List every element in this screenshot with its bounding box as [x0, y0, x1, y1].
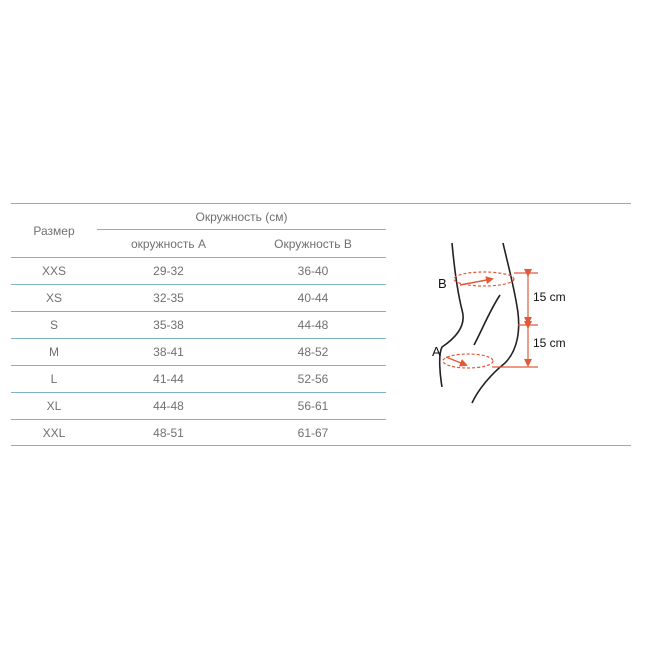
size-table: [11, 204, 386, 446]
size-cell: S: [11, 312, 97, 339]
circumference-group-header: Окружность (см): [97, 204, 386, 230]
table-row: [11, 366, 386, 393]
leg-outline: [440, 243, 519, 403]
size-cell: XXS: [11, 258, 97, 285]
distance-lower-label: 15 cm: [533, 336, 566, 350]
distance-upper-label: 15 cm: [533, 290, 566, 304]
col-a-header: окружность A: [97, 230, 240, 258]
circumference-b-cell: 52-56: [240, 366, 386, 393]
size-cell: M: [11, 339, 97, 366]
circumference-b-cell: 48-52: [240, 339, 386, 366]
table-row: [11, 312, 386, 339]
band-a-arrow: [446, 357, 466, 365]
table-row: [11, 258, 386, 285]
size-header: Размер: [11, 204, 97, 258]
size-cell: XS: [11, 285, 97, 312]
leg-right-edge: [472, 243, 519, 403]
circumference-a-cell: 48-51: [153, 426, 184, 440]
table-row: [11, 420, 386, 447]
label-b: B: [438, 276, 447, 291]
circumference-b-cell: 36-40: [240, 258, 386, 285]
circumference-a-cell: 44-48: [97, 393, 240, 420]
size-cell: XXL: [42, 426, 66, 440]
knee-measurement-diagram: [420, 235, 580, 410]
table-row: [11, 393, 386, 420]
size-cell: L: [11, 366, 97, 393]
measurement-bands: [443, 272, 514, 368]
circumference-a-cell: 29-32: [97, 258, 240, 285]
label-a: A: [432, 344, 441, 359]
col-b-header: Окружность B: [240, 230, 386, 258]
circumference-b-cell: 44-48: [240, 312, 386, 339]
circumference-b-cell: 56-61: [240, 393, 386, 420]
reference-lines: [492, 273, 538, 367]
band-b-arrow: [460, 279, 492, 285]
circumference-a-cell: 38-41: [97, 339, 240, 366]
circumference-a-cell: 41-44: [97, 366, 240, 393]
band-a: [443, 354, 493, 368]
table-row: [11, 339, 386, 366]
knee-crease: [474, 295, 500, 345]
table-row: [11, 285, 386, 312]
circumference-a-cell: 35-38: [97, 312, 240, 339]
circumference-b-cell: 61-67: [297, 426, 329, 440]
circumference-b-cell: 40-44: [240, 285, 386, 312]
leg-left-edge: [440, 243, 463, 387]
circumference-a-cell: 32-35: [97, 285, 240, 312]
size-cell: XL: [11, 393, 97, 420]
